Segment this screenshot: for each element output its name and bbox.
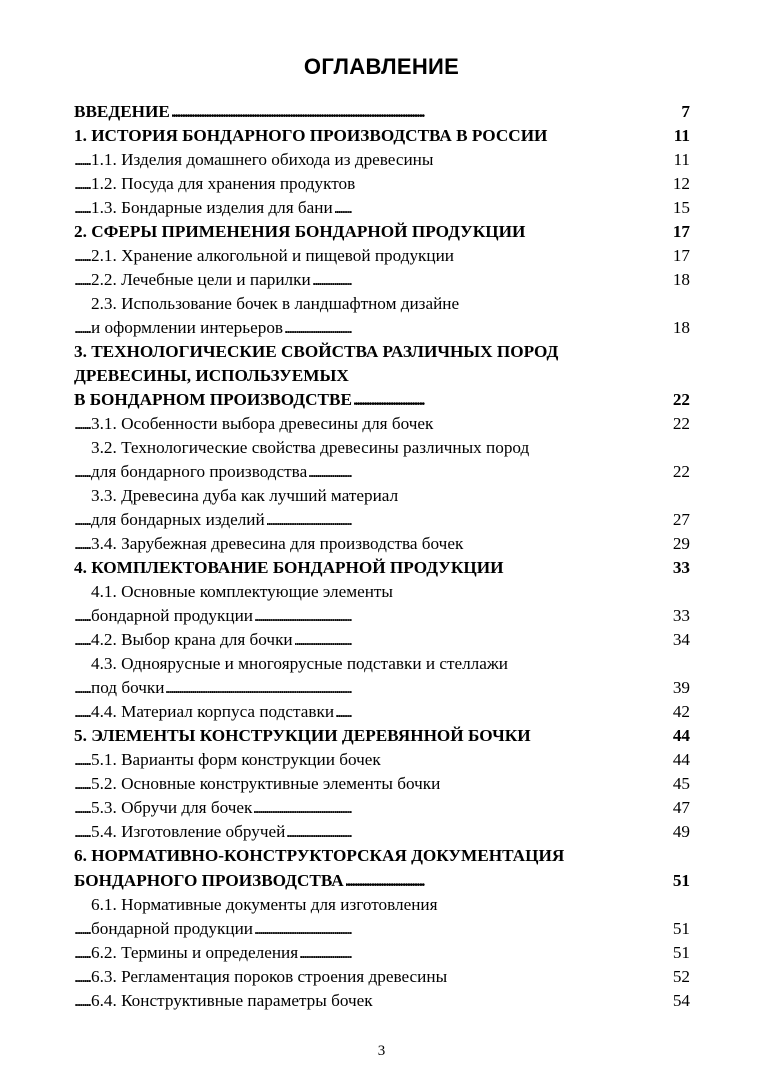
toc-entry-title: 1. ИСТОРИЯ БОНДАРНОГО ПРОИЗВОДСТВА В РОССИИ (74, 126, 548, 146)
page-title: ОГЛАВЛЕНИЕ (303, 54, 460, 79)
toc-entry-page: 11 (671, 148, 690, 172)
toc-chapter-entry (74, 724, 690, 748)
toc-entry-title: 5.2. Основные конструктивные элементы бочки (91, 774, 441, 794)
toc-entry-title: 6.3. Регламентация пороков строения древесины (91, 966, 448, 986)
toc-entry-title: БОНДАРНОГО ПРОИЗВОДСТВА (74, 870, 344, 890)
toc-section-entry (74, 796, 690, 820)
toc-entry-title: 4.2. Выбор крана для бочки (91, 630, 293, 650)
toc-entry-title: 1.1. Изделия домашнего обихода из древесины (91, 150, 434, 170)
toc-section-entry (74, 917, 690, 941)
toc-entry-page: 18 (671, 316, 690, 340)
toc-section-entry (74, 989, 690, 1013)
toc-entry-title: 3. ТЕХНОЛОГИЧЕСКИЕ СВОЙСТВА РАЗЛИЧНЫХ ПОРОД (74, 342, 559, 362)
toc-chapter-entry (74, 220, 690, 244)
toc-entry-title: В БОНДАРНОМ ПРОИЗВОДСТВЕ (74, 390, 352, 410)
toc-entry-page: 44 (671, 724, 690, 748)
toc-entry-page: 17 (671, 244, 690, 268)
toc-entry-title: 4.3. Одноярусные и многоярусные подставки и стеллажи (91, 654, 508, 674)
toc-entry-page: 18 (671, 268, 690, 292)
toc-section-entry (74, 700, 690, 724)
toc-section-entry (74, 148, 690, 172)
page-number: 3 (377, 1043, 386, 1059)
toc-entry-page: 12 (671, 172, 690, 196)
toc-entry-page: 45 (671, 772, 690, 796)
toc-entry-title: 6.2. Термины и определения (91, 942, 299, 962)
toc-entry-page: 44 (671, 748, 690, 772)
toc-section-entry (74, 820, 690, 844)
toc-entry-page: 17 (671, 220, 690, 244)
toc-entry-page: 51 (671, 869, 690, 893)
toc-section-entry (74, 604, 690, 628)
toc-entry-title: 6.4. Конструктивные параметры бочек (91, 990, 373, 1010)
toc-section-entry (74, 628, 690, 652)
toc-entry-page: 33 (671, 604, 690, 628)
toc-entry-page: 33 (671, 556, 690, 580)
toc-chapter-entry (74, 100, 690, 124)
toc-entry-title: 2. СФЕРЫ ПРИМЕНЕНИЯ БОНДАРНОЙ ПРОДУКЦИИ (74, 222, 526, 242)
toc-section-entry (74, 460, 690, 484)
toc-section-entry (74, 196, 690, 220)
toc-entry-page: 15 (671, 196, 690, 220)
toc-entry-title: 2.2. Лечебные цели и парилки (91, 270, 311, 290)
toc-entry-title: 6.1. Нормативные документы для изготовления (91, 894, 438, 914)
toc-entry-title: 5.3. Обручи для бочек (91, 798, 253, 818)
toc-section-entry (74, 652, 690, 676)
toc-entry-page: 39 (671, 676, 690, 700)
toc-section-entry (74, 772, 690, 796)
toc-entry-page: 22 (671, 460, 690, 484)
toc-entry-title: для бондарных изделий (91, 510, 265, 530)
toc-entry-title: 3.2. Технологические свойства древесины различных пород (91, 438, 530, 458)
toc-section-entry (74, 484, 690, 508)
toc-entry-page: 7 (679, 100, 690, 124)
table-of-contents (74, 100, 690, 1013)
toc-section-entry (74, 412, 690, 436)
toc-entry-title: 1.2. Посуда для хранения продуктов (91, 174, 356, 194)
toc-entry-title: 5.1. Варианты форм конструкции бочек (91, 750, 381, 770)
toc-section-entry (74, 580, 690, 604)
toc-entry-title: 5.4. Изготовление обручей (91, 822, 286, 842)
toc-section-entry (74, 676, 690, 700)
toc-entry-title: и оформлении интерьеров (91, 318, 284, 338)
toc-chapter-entry (74, 340, 690, 364)
toc-entry-title: ВВЕДЕНИЕ (74, 102, 170, 121)
toc-entry-title: под бочки (91, 678, 165, 698)
toc-entry-title: бондарной продукции (91, 918, 253, 938)
toc-entry-title: 2.3. Использование бочек в ландшафтном дизайне (91, 294, 460, 314)
toc-section-entry (74, 268, 690, 292)
toc-chapter-entry (74, 364, 690, 388)
toc-section-entry (74, 893, 690, 917)
toc-entry-title: 4.1. Основные комплектующие элементы (91, 582, 393, 602)
toc-entry-page: 52 (671, 965, 690, 989)
toc-entry-title: 3.1. Особенности выбора древесины для бочек (91, 414, 434, 434)
toc-section-entry (74, 508, 690, 532)
toc-entry-page: 51 (671, 917, 690, 941)
toc-entry-page: 29 (671, 532, 690, 556)
toc-entry-title: ДРЕВЕСИНЫ, ИСПОЛЬЗУЕМЫХ (74, 366, 349, 386)
toc-entry-title: 3.3. Древесина дуба как лучший материал (91, 486, 399, 506)
toc-entry-page: 51 (671, 941, 690, 965)
toc-entry-title: 6. НОРМАТИВНО-КОНСТРУКТОРСКАЯ ДОКУМЕНТАЦИЯ (74, 846, 565, 866)
toc-entry-title: для бондарного производства (91, 462, 308, 482)
toc-entry-page: 34 (671, 628, 690, 652)
toc-section-entry (74, 316, 690, 340)
toc-chapter-entry (74, 869, 690, 893)
toc-entry-title: 5. ЭЛЕМЕНТЫ КОНСТРУКЦИИ ДЕРЕВЯННОЙ БОЧКИ (74, 726, 531, 746)
toc-section-entry (74, 941, 690, 965)
toc-entry-title: 1.3. Бондарные изделия для бани (91, 198, 333, 218)
toc-entry-page: 22 (671, 388, 690, 412)
toc-entry-page: 22 (671, 412, 690, 436)
toc-entry-page: 54 (671, 989, 690, 1013)
toc-entry-title: 2.1. Хранение алкогольной и пищевой продукции (91, 246, 454, 266)
toc-entry-page: 42 (671, 700, 690, 724)
toc-entry-title: 3.4. Зарубежная древесина для производства бочек (91, 534, 464, 554)
toc-entry-title: 4. КОМПЛЕКТОВАНИЕ БОНДАРНОЙ ПРОДУКЦИИ (74, 558, 504, 578)
toc-entry-title: бондарной продукции (91, 606, 253, 626)
toc-entry-title: 4.4. Материал корпуса подставки (91, 702, 335, 722)
toc-section-entry (74, 965, 690, 989)
toc-chapter-entry (74, 556, 690, 580)
toc-section-entry (74, 244, 690, 268)
toc-entry-page: 11 (672, 124, 690, 148)
toc-entry-page: 47 (671, 796, 690, 820)
toc-chapter-entry (74, 124, 690, 148)
toc-section-entry (74, 532, 690, 556)
toc-chapter-entry (74, 844, 690, 868)
toc-chapter-entry (74, 388, 690, 412)
toc-entry-page: 27 (671, 508, 690, 532)
toc-section-entry (74, 172, 690, 196)
toc-section-entry (74, 748, 690, 772)
toc-section-entry (74, 436, 690, 460)
toc-entry-page: 49 (671, 820, 690, 844)
toc-section-entry (74, 292, 690, 316)
